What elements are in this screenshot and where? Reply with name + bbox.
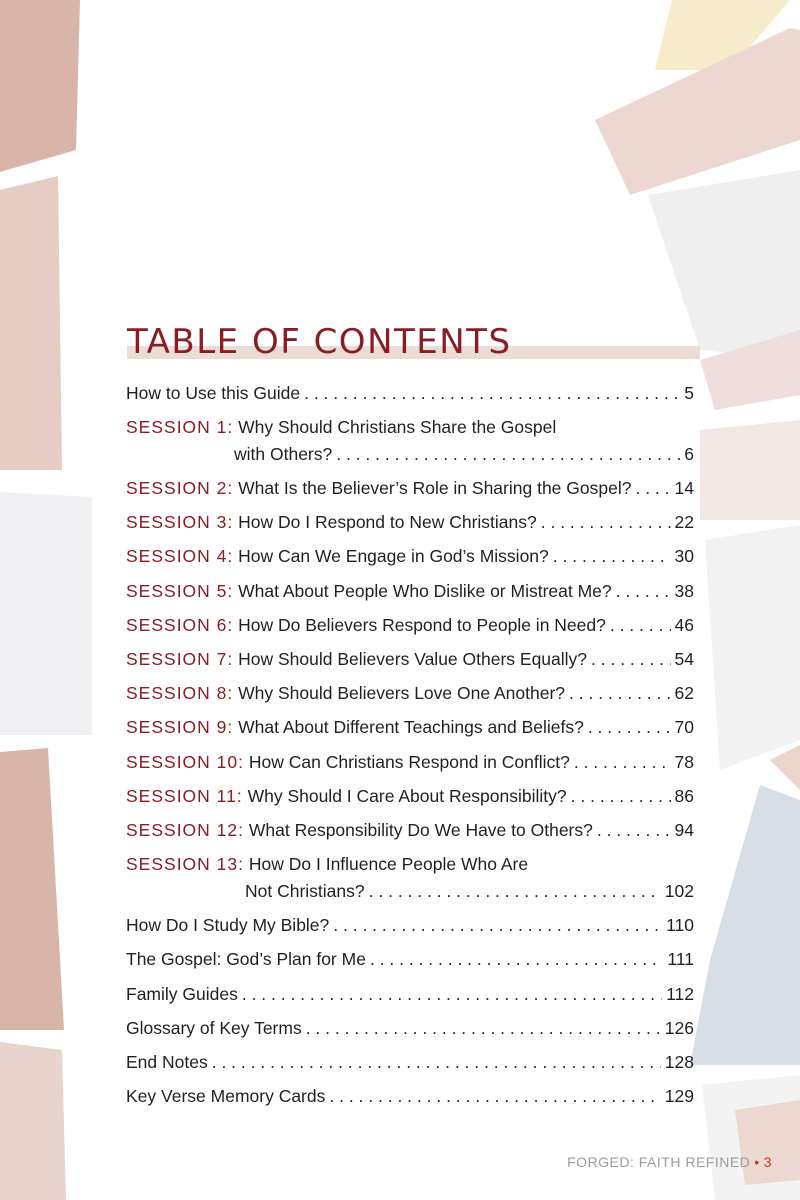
entry-text-line1: Why Should Christians Share the Gospel [238,417,557,437]
toc-entry[interactable] [126,544,694,568]
entry-page: 102 [664,881,694,901]
session-label: SESSION 1: [126,417,234,437]
entry-page: 6 [684,444,694,464]
toc-entry[interactable] [126,947,694,971]
toc-entry[interactable] [126,818,694,842]
entry-text: How Do I Study My Bible? [126,915,330,935]
entry-text: Why Should I Care About Responsibility? [247,786,567,806]
toc-entry-line1[interactable] [126,415,694,439]
toc-entry[interactable] [126,1016,694,1040]
toc-entry[interactable] [126,1084,694,1108]
entry-text: What Is the Believer’s Role in Sharing the Gospel? [238,478,632,498]
entry-text: Not Christians? [245,881,365,901]
toc-entry[interactable] [126,647,694,671]
dot-leader [635,476,670,500]
session-label: SESSION 12: [126,820,244,840]
entry-text: What About Different Teachings and Beliefs? [238,717,584,737]
entry-page: 112 [666,984,694,1004]
entry-text-line1: How Do I Influence People Who Are [248,854,529,874]
dot-leader [369,879,661,903]
toc-entry-line2[interactable] [245,879,694,903]
dot-leader [571,784,671,808]
toc-entry-line1[interactable] [126,852,694,876]
session-label: SESSION 3: [126,512,234,532]
dot-leader [553,544,671,568]
dot-leader [336,442,680,466]
entry-text: Family Guides [126,984,238,1004]
session-label: SESSION 5: [126,581,234,601]
entry-page: 38 [674,581,694,601]
session-label: SESSION 8: [126,683,234,703]
dot-leader [370,947,663,971]
toc-entry[interactable] [126,715,694,739]
dot-leader [333,913,662,937]
entry-page: 111 [667,949,694,969]
dot-leader [329,1084,660,1108]
dot-leader [610,613,671,637]
dot-leader [242,982,662,1006]
entry-page: 128 [664,1052,694,1072]
session-label: SESSION 2: [126,478,234,498]
entry-page: 70 [674,717,694,737]
toc-entry[interactable] [126,1050,694,1074]
entry-page: 86 [674,786,694,806]
entry-text: How Do Believers Respond to People in Need? [238,615,606,635]
entry-page: 129 [664,1086,694,1106]
footer-page-number: 3 [763,1154,772,1170]
entry-text: How Should Believers Value Others Equally? [238,649,588,669]
entry-page: 62 [674,683,694,703]
entry-text: What About People Who Dislike or Mistreat Me? [238,581,612,601]
toc-entry[interactable] [126,510,694,534]
entry-text: The Gospel: God’s Plan for Me [126,949,366,969]
dot-leader [306,1016,661,1040]
footer-book-title: FORGED: FAITH REFINED [567,1154,751,1170]
entry-page: 22 [674,512,694,532]
page-footer [567,1154,772,1170]
toc-entry-line2[interactable] [234,442,694,466]
session-label: SESSION 4: [126,546,234,566]
toc-entry[interactable] [126,613,694,637]
dot-leader [616,579,671,603]
session-label: SESSION 7: [126,649,234,669]
session-label: SESSION 6: [126,615,234,635]
entry-text: What Responsibility Do We Have to Others? [248,820,593,840]
toc-entry[interactable] [126,784,694,808]
entry-page: 30 [674,546,694,566]
entry-page: 5 [684,383,694,403]
entry-page: 110 [666,915,694,935]
toc-entry[interactable] [126,579,694,603]
session-label: SESSION 11: [126,786,243,806]
entry-text: End Notes [126,1052,208,1072]
dot-leader [212,1050,661,1074]
entry-page: 78 [674,752,694,772]
dot-leader [304,381,680,405]
footer-bullet: • [754,1154,760,1170]
entry-text: How Do I Respond to New Christians? [238,512,537,532]
entry-text: Key Verse Memory Cards [126,1086,326,1106]
entry-text: How Can We Engage in God’s Mission? [238,546,549,566]
toc-entry[interactable] [126,381,694,405]
toc-entry[interactable] [126,681,694,705]
toc-entry[interactable] [126,476,694,500]
entry-text: with Others? [234,444,333,464]
dot-leader [588,715,671,739]
entry-text: How Can Christians Respond in Conflict? [248,752,570,772]
entry-page: 54 [674,649,694,669]
dot-leader [591,647,671,671]
entry-page: 126 [664,1018,694,1038]
entry-text: Glossary of Key Terms [126,1018,302,1038]
entry-page: 14 [674,478,694,498]
dot-leader [597,818,671,842]
toc-entry[interactable] [126,750,694,774]
toc-entry[interactable] [126,913,694,937]
entry-page: 94 [674,820,694,840]
entry-text: How to Use this Guide [126,383,301,403]
session-label: SESSION 9: [126,717,234,737]
entry-text: Why Should Believers Love One Another? [238,683,566,703]
toc-entry[interactable] [126,982,694,1006]
entry-page: 46 [674,615,694,635]
session-label: SESSION 13: [126,854,244,874]
page-title: TABLE OF CONTENTS [127,322,512,362]
dot-leader [574,750,671,774]
dot-leader [569,681,671,705]
session-label: SESSION 10: [126,752,244,772]
dot-leader [541,510,671,534]
